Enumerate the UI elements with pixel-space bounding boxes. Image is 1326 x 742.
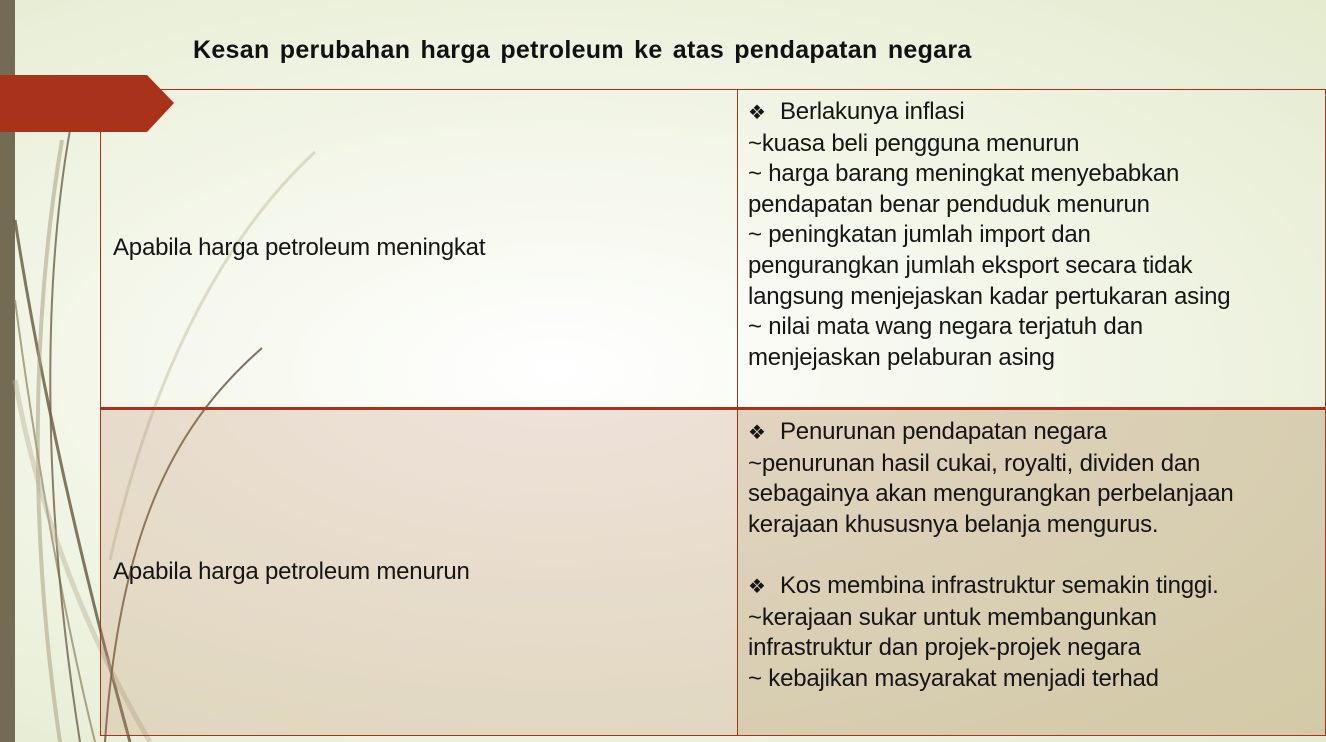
four-diamond-bullet-icon: ❖: [748, 102, 766, 124]
effect-heading-text: Penurunan pendapatan negara: [780, 418, 1107, 445]
effect-detail: ~ kebajikan masyarakat menjadi terhad: [748, 664, 1159, 692]
effect-heading-text: Kos membina infrastruktur semakin tinggi.: [780, 571, 1219, 599]
table-row: [101, 90, 1326, 409]
effect-detail: sebagainya akan mengurangkan perbelanjaan: [748, 480, 1234, 508]
effect-heading: [748, 417, 1325, 449]
effect-detail: infrastruktur dan projek-projek negara: [748, 634, 1141, 662]
effect-detail: ~ peningkatan jumlah import dan: [748, 221, 1091, 249]
spacer: [748, 540, 1325, 571]
effect-detail: menjejaskan pelaburan asing: [748, 343, 1055, 371]
effect-detail: ~penurunan hasil cukai, royalti, dividen dan: [748, 449, 1201, 477]
effect-detail: ~kerajaan sukar untuk membangunkan: [748, 603, 1157, 631]
table-row: [101, 409, 1326, 736]
condition-cell: [101, 409, 738, 736]
condition-text: Apabila harga petroleum meningkat: [113, 234, 486, 262]
four-diamond-bullet-icon: ❖: [748, 575, 766, 598]
effect-detail: ~kuasa beli pengguna menurun: [748, 129, 1080, 157]
effect-detail: ~ nilai mata wang negara terjatuh dan: [748, 313, 1143, 341]
effect-detail: kerajaan khususnya belanja mengurus.: [748, 510, 1159, 538]
four-diamond-bullet-icon: ❖: [748, 422, 766, 444]
condition-text: Apabila harga petroleum menurun: [113, 558, 470, 586]
effect-detail: pengurangkan jumlah eksport secara tidak: [748, 251, 1193, 279]
slide-title: Kesan perubahan harga petroleum ke atas pendapatan negara: [193, 36, 972, 64]
effect-detail: ~ harga barang meningkat menyebabkan: [748, 160, 1180, 188]
effect-heading: [748, 571, 1325, 603]
effect-detail: pendapatan benar penduduk menurun: [748, 190, 1150, 218]
effects-cell: [738, 409, 1326, 736]
effect-detail: langsung menjejaskan kadar pertukaran asing: [748, 282, 1231, 310]
impact-table: [100, 89, 1326, 736]
condition-cell: [101, 90, 738, 409]
effect-heading: [748, 97, 1325, 129]
effect-heading-text: Berlakunya inflasi: [780, 98, 965, 125]
effects-cell: [738, 90, 1326, 409]
